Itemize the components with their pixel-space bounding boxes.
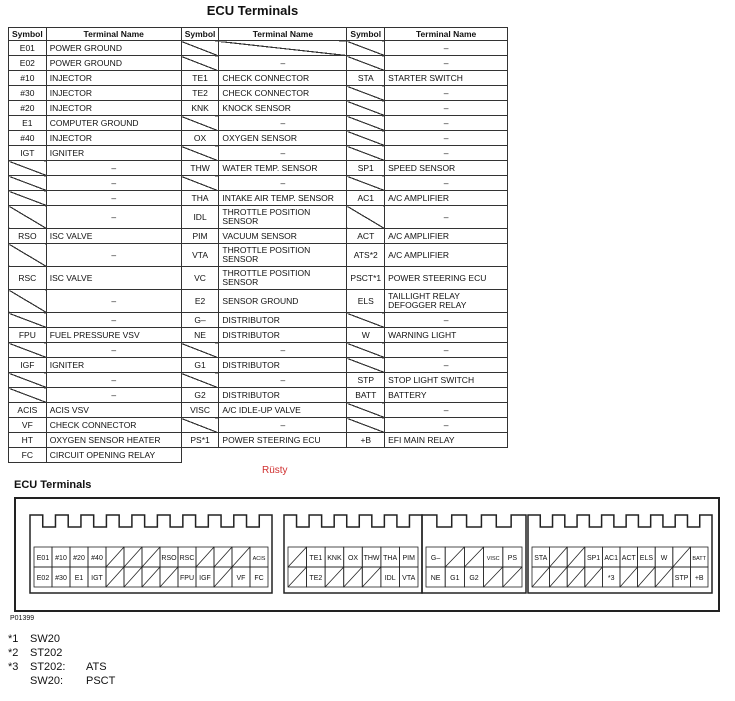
symbol-cell: #10: [9, 71, 47, 86]
terminal-name-cell: –: [219, 418, 347, 433]
unused-pin: [124, 547, 142, 567]
terminal-name-cell: POWER GROUND: [46, 56, 181, 71]
terminal-name-cell: –: [385, 116, 508, 131]
symbol-cell: E1: [9, 116, 47, 131]
table-row: [9, 373, 508, 388]
terminal-name-cell: INJECTOR: [46, 86, 181, 101]
pin-label: *3: [607, 575, 615, 582]
table-row: [9, 313, 508, 328]
footnote-marker: *1: [8, 633, 19, 645]
footnote: [8, 674, 115, 688]
connector-block: [30, 515, 272, 593]
table-row: [9, 229, 508, 244]
symbol-cell: THA: [181, 191, 219, 206]
terminal-name-cell: BATTERY: [385, 388, 508, 403]
unused-pin: [232, 547, 250, 567]
symbol-cell: PSCT*1: [347, 267, 385, 290]
symbol-cell: OX: [181, 131, 219, 146]
footnote-model: SW20:: [30, 675, 64, 687]
terminal-name-cell: –: [46, 176, 181, 191]
symbol-cell: ACIS: [9, 403, 47, 418]
terminal-name-cell: –: [385, 358, 508, 373]
symbol-cell: #20: [9, 101, 47, 116]
footnotes: [8, 632, 115, 688]
terminal-name-cell: IGNITER: [46, 358, 181, 373]
table-row: [9, 191, 508, 206]
table-row: [9, 71, 508, 86]
terminal-name-cell: DISTRIBUTOR: [219, 388, 347, 403]
pin-label: IGT: [91, 575, 103, 582]
table-row: [9, 290, 508, 313]
terminal-name-cell: KNOCK SENSOR: [219, 101, 347, 116]
header-terminal-name-1: Terminal Name: [46, 28, 181, 41]
symbol-cell: NE: [181, 328, 219, 343]
diagram-code: P01399: [10, 615, 35, 622]
symbol-cell: PS*1: [181, 433, 219, 448]
symbol-cell: HT: [9, 433, 47, 448]
unused-symbol-cell: [9, 176, 47, 191]
table-row: [9, 101, 508, 116]
pin-label: W: [660, 555, 668, 562]
terminal-name-cell: –: [219, 373, 347, 388]
footnote-model: ST202:: [30, 661, 66, 673]
terminal-name-cell: POWER GROUND: [46, 41, 181, 56]
symbol-cell: KNK: [181, 101, 219, 116]
terminal-name-cell: CHECK CONNECTOR: [219, 86, 347, 101]
table-row: [9, 56, 508, 71]
table-row: [9, 403, 508, 418]
symbol-cell: RSC: [9, 267, 47, 290]
terminal-name-cell: –: [46, 313, 181, 328]
unused-pin: [464, 547, 483, 567]
symbol-cell: TE2: [181, 86, 219, 101]
unused-pin: [160, 567, 178, 587]
symbol-cell: IDL: [181, 206, 219, 229]
unused-pin: [214, 547, 232, 567]
symbol-cell: STA: [347, 71, 385, 86]
terminal-name-cell: –: [219, 56, 347, 71]
symbol-cell: G2: [181, 388, 219, 403]
terminal-name-cell: EFI MAIN RELAY: [385, 433, 508, 448]
symbol-cell: #40: [9, 131, 47, 146]
terminal-name-cell: SPEED SENSOR: [385, 161, 508, 176]
unused-symbol-cell: [181, 176, 219, 191]
table-row: [9, 244, 508, 267]
terminal-name-cell: SENSOR GROUND: [219, 290, 347, 313]
terminal-name-cell: –: [385, 86, 508, 101]
unused-symbol-cell: [181, 56, 219, 71]
pin-label: VF: [236, 575, 246, 582]
header-symbol-2: Symbol: [181, 28, 219, 41]
unused-pin: [106, 547, 124, 567]
symbol-cell: G–: [181, 313, 219, 328]
unused-pin: [503, 567, 522, 587]
terminal-name-cell: DISTRIBUTOR: [219, 328, 347, 343]
terminal-name-cell: –: [46, 290, 181, 313]
unused-pin: [567, 567, 585, 587]
terminal-name-cell: WATER TEMP. SENSOR: [219, 161, 347, 176]
symbol-cell: ELS: [347, 290, 385, 313]
pin-label: G2: [469, 575, 479, 582]
unused-name-cell: [219, 41, 347, 56]
terminal-name-cell: –: [385, 41, 508, 56]
terminal-name-cell: –: [46, 373, 181, 388]
unused-pin: [550, 547, 568, 567]
table-header-row: [9, 28, 508, 41]
table-row: [9, 343, 508, 358]
unused-pin: [142, 547, 160, 567]
terminal-name-cell: –: [385, 343, 508, 358]
terminal-name-cell: OXYGEN SENSOR HEATER: [46, 433, 181, 448]
footnote-terminal: PSCT: [86, 675, 116, 687]
unused-pin: [532, 567, 550, 587]
unused-symbol-cell: [9, 206, 47, 229]
symbol-cell: VC: [181, 267, 219, 290]
terminal-name-cell: –: [385, 206, 508, 229]
unused-symbol-cell: [347, 101, 385, 116]
unused-symbol-cell: [347, 418, 385, 433]
terminal-name-cell: –: [46, 244, 181, 267]
unused-symbol-cell: [347, 343, 385, 358]
terminal-name-cell: DISTRIBUTOR: [219, 358, 347, 373]
terminal-name-cell: –: [219, 116, 347, 131]
pin-label: VISC: [486, 556, 500, 562]
symbol-cell: STP: [347, 373, 385, 388]
unused-pin: [362, 567, 381, 587]
terminal-name-cell: –: [46, 343, 181, 358]
symbol-cell: FPU: [9, 328, 47, 343]
unused-symbol-cell: [347, 176, 385, 191]
pin-label: G–: [430, 555, 441, 562]
terminal-name-cell: –: [219, 176, 347, 191]
unused-symbol-cell: [347, 206, 385, 229]
table-row: [9, 176, 508, 191]
unused-pin: [620, 567, 638, 587]
symbol-cell: W: [347, 328, 385, 343]
terminal-name-cell: OXYGEN SENSOR: [219, 131, 347, 146]
pin-label: AC1: [604, 555, 619, 562]
table-body: [9, 41, 508, 463]
terminal-name-cell: –: [219, 343, 347, 358]
symbol-cell: G1: [181, 358, 219, 373]
symbol-cell: IGT: [9, 146, 47, 161]
symbol-cell: BATT: [347, 388, 385, 403]
terminal-name-cell: INJECTOR: [46, 71, 181, 86]
connector-block: [284, 515, 422, 593]
pin-label: G1: [450, 575, 460, 582]
unused-pin: [106, 567, 124, 587]
unused-pin: [655, 567, 673, 587]
unused-symbol-cell: [347, 358, 385, 373]
footnote-model: SW20: [30, 633, 60, 645]
connector-block: [422, 515, 526, 593]
footnote: [8, 660, 115, 674]
pin-label: RSC: [179, 555, 195, 562]
terminal-name-cell: –: [385, 313, 508, 328]
terminal-name-cell: A/C AMPLIFIER: [385, 191, 508, 206]
pin-label: PIM: [402, 555, 415, 562]
symbol-cell: E02: [9, 56, 47, 71]
terminal-name-cell: POWER STEERING ECU: [219, 433, 347, 448]
unused-pin: [288, 547, 307, 567]
header-symbol-3: Symbol: [347, 28, 385, 41]
symbol-cell: #30: [9, 86, 47, 101]
pin-label: ELS: [639, 555, 654, 562]
unused-pin: [214, 567, 232, 587]
unused-symbol-cell: [9, 388, 47, 403]
terminal-name-cell: –: [385, 176, 508, 191]
unused-pin: [567, 547, 585, 567]
pin-label: FPU: [180, 575, 194, 582]
unused-symbol-cell: [181, 373, 219, 388]
table-row: [9, 388, 508, 403]
terminal-name-cell: –: [219, 146, 347, 161]
pin-label: VTA: [402, 575, 416, 582]
symbol-cell: TE1: [181, 71, 219, 86]
symbol-cell: FC: [9, 448, 47, 463]
terminal-name-cell: TAILLIGHT RELAY DEFOGGER RELAY: [385, 290, 508, 313]
symbol-cell: PIM: [181, 229, 219, 244]
unused-pin: [484, 567, 503, 587]
footnote-terminal: ATS: [86, 661, 107, 673]
unused-pin: [325, 567, 344, 587]
empty-cell: [181, 448, 219, 463]
symbol-cell: E01: [9, 41, 47, 56]
unused-pin: [638, 567, 656, 587]
unused-symbol-cell: [181, 343, 219, 358]
symbol-cell: VF: [9, 418, 47, 433]
terminal-name-cell: THROTTLE POSITION SENSOR: [219, 267, 347, 290]
unused-pin: [673, 547, 691, 567]
terminal-name-cell: CHECK CONNECTOR: [219, 71, 347, 86]
pin-label: TE1: [309, 555, 323, 562]
footnote-marker: [8, 674, 30, 688]
watermark-stamp: Rüsty: [262, 465, 288, 476]
footnote-marker: *2: [8, 647, 19, 659]
pin-label: KNK: [327, 555, 342, 562]
unused-pin: [288, 567, 307, 587]
symbol-cell: ATS*2: [347, 244, 385, 267]
unused-symbol-cell: [9, 290, 47, 313]
unused-symbol-cell: [9, 244, 47, 267]
terminal-name-cell: ISC VALVE: [46, 229, 181, 244]
connector-group: [30, 515, 712, 593]
footnote-marker: *3: [8, 661, 19, 673]
pin-label: E01: [36, 555, 50, 562]
pin-label: BATT: [692, 556, 707, 562]
terminal-name-cell: INJECTOR: [46, 101, 181, 116]
terminal-name-cell: CHECK CONNECTOR: [46, 418, 181, 433]
unused-symbol-cell: [181, 116, 219, 131]
pin-label: E02: [36, 575, 50, 582]
footnote: [8, 646, 115, 660]
pin-label: OX: [347, 555, 359, 562]
unused-pin: [124, 567, 142, 587]
symbol-cell: RSO: [9, 229, 47, 244]
symbol-cell: ACT: [347, 229, 385, 244]
pin-label: THA: [383, 555, 398, 562]
terminal-name-cell: STARTER SWITCH: [385, 71, 508, 86]
unused-symbol-cell: [9, 161, 47, 176]
unused-pin: [344, 567, 363, 587]
unused-pin: [585, 567, 603, 587]
terminal-name-cell: THROTTLE POSITION SENSOR: [219, 206, 347, 229]
table-row: [9, 267, 508, 290]
terminal-name-cell: IGNITER: [46, 146, 181, 161]
pin-label: SP1: [586, 555, 601, 562]
table-row: [9, 116, 508, 131]
pin-label: STA: [534, 555, 548, 562]
diagram-title: ECU Terminals: [14, 479, 92, 491]
table-row: [9, 328, 508, 343]
terminal-name-cell: FUEL PRESSURE VSV: [46, 328, 181, 343]
table-row: [9, 358, 508, 373]
terminal-name-cell: –: [46, 206, 181, 229]
unused-symbol-cell: [181, 41, 219, 56]
header-symbol-1: Symbol: [9, 28, 47, 41]
pin-label: IGF: [199, 575, 211, 582]
table-row: [9, 418, 508, 433]
connector-diagram: [14, 497, 720, 613]
symbol-cell: E2: [181, 290, 219, 313]
pin-label: #40: [91, 555, 103, 562]
terminal-name-cell: COMPUTER GROUND: [46, 116, 181, 131]
symbol-cell: IGF: [9, 358, 47, 373]
unused-symbol-cell: [347, 131, 385, 146]
terminal-name-cell: STOP LIGHT SWITCH: [385, 373, 508, 388]
pin-label: #10: [55, 555, 67, 562]
unused-symbol-cell: [347, 403, 385, 418]
connector-block: [528, 515, 712, 593]
pin-label: #20: [73, 555, 85, 562]
table-row: [9, 161, 508, 176]
page-title: ECU Terminals: [206, 3, 299, 18]
terminal-name-cell: –: [46, 191, 181, 206]
pin-label: RSO: [161, 555, 177, 562]
terminal-name-cell: –: [46, 388, 181, 403]
unused-symbol-cell: [347, 146, 385, 161]
pin-label: FC: [254, 575, 264, 582]
footnote: [8, 632, 115, 646]
header-terminal-name-3: Terminal Name: [385, 28, 508, 41]
terminal-name-cell: A/C AMPLIFIER: [385, 229, 508, 244]
terminal-name-cell: –: [385, 131, 508, 146]
terminal-name-cell: POWER STEERING ECU: [385, 267, 508, 290]
pin-label: ACIS: [252, 556, 266, 562]
terminal-name-cell: –: [385, 146, 508, 161]
table-row: [9, 206, 508, 229]
pin-label: IDL: [384, 575, 396, 582]
pin-label: PS: [507, 555, 518, 562]
unused-symbol-cell: [347, 86, 385, 101]
terminal-name-cell: THROTTLE POSITION SENSOR: [219, 244, 347, 267]
pin-label: THW: [363, 555, 380, 562]
unused-symbol-cell: [9, 373, 47, 388]
terminal-name-cell: ACIS VSV: [46, 403, 181, 418]
empty-cell: [219, 448, 347, 463]
terminal-name-cell: CIRCUIT OPENING RELAY: [46, 448, 181, 463]
symbol-cell: VISC: [181, 403, 219, 418]
terminal-name-cell: WARNING LIGHT: [385, 328, 508, 343]
terminal-name-cell: –: [385, 418, 508, 433]
terminal-name-cell: A/C AMPLIFIER: [385, 244, 508, 267]
header-terminal-name-2: Terminal Name: [219, 28, 347, 41]
terminal-name-cell: INJECTOR: [46, 131, 181, 146]
pin-label: +B: [694, 575, 704, 582]
pin-label: #30: [55, 575, 67, 582]
terminal-name-cell: A/C IDLE-UP VALVE: [219, 403, 347, 418]
table-row: [9, 131, 508, 146]
terminal-name-cell: ISC VALVE: [46, 267, 181, 290]
unused-pin: [142, 567, 160, 587]
unused-symbol-cell: [9, 313, 47, 328]
table-row: [9, 41, 508, 56]
unused-symbol-cell: [9, 191, 47, 206]
table-row: [9, 433, 508, 448]
pin-label: E1: [74, 575, 84, 582]
unused-symbol-cell: [347, 56, 385, 71]
unused-symbol-cell: [347, 313, 385, 328]
ecu-terminal-table: [8, 27, 508, 463]
pin-label: TE2: [309, 575, 323, 582]
terminal-name-cell: –: [46, 161, 181, 176]
empty-cell: [347, 448, 385, 463]
pin-label: STP: [674, 575, 689, 582]
symbol-cell: THW: [181, 161, 219, 176]
terminal-name-cell: INTAKE AIR TEMP. SENSOR: [219, 191, 347, 206]
pin-label: ACT: [621, 555, 636, 562]
unused-pin: [550, 567, 568, 587]
unused-symbol-cell: [181, 146, 219, 161]
symbol-cell: VTA: [181, 244, 219, 267]
table-row: [9, 448, 508, 463]
table-row: [9, 86, 508, 101]
unused-symbol-cell: [181, 418, 219, 433]
pin-label: NE: [430, 575, 441, 582]
unused-symbol-cell: [347, 41, 385, 56]
unused-symbol-cell: [347, 116, 385, 131]
table-row: [9, 146, 508, 161]
terminal-name-cell: –: [385, 403, 508, 418]
terminal-name-cell: –: [385, 101, 508, 116]
empty-cell: [385, 448, 508, 463]
symbol-cell: +B: [347, 433, 385, 448]
unused-pin: [445, 547, 464, 567]
symbol-cell: SP1: [347, 161, 385, 176]
footnote-model: ST202: [30, 647, 63, 659]
symbol-cell: AC1: [347, 191, 385, 206]
unused-symbol-cell: [9, 343, 47, 358]
terminal-name-cell: DISTRIBUTOR: [219, 313, 347, 328]
terminal-name-cell: VACUUM SENSOR: [219, 229, 347, 244]
unused-pin: [196, 547, 214, 567]
terminal-name-cell: –: [385, 56, 508, 71]
